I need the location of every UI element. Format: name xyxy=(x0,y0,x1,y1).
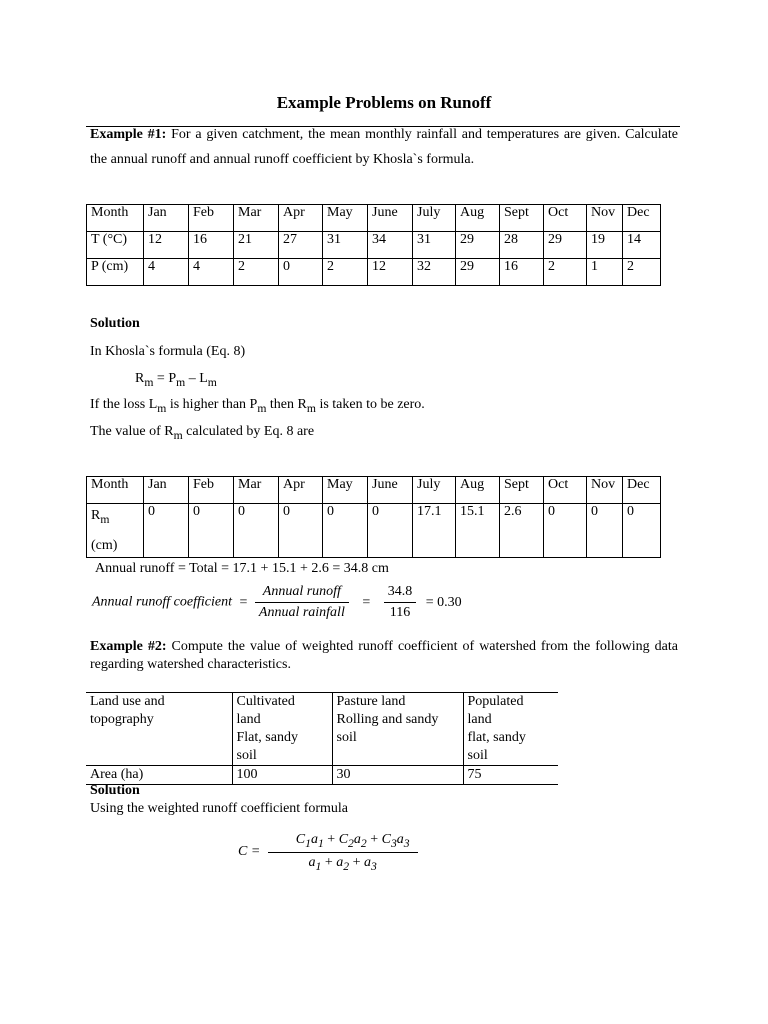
table-cell: Populated land flat, sandy soil xyxy=(463,693,558,766)
solution2-heading: Solution xyxy=(90,783,140,798)
table-cell: May xyxy=(323,477,368,504)
table-cell: 0 xyxy=(544,504,587,558)
table-row xyxy=(86,766,558,785)
table-cell: 29 xyxy=(456,259,500,286)
table-cell: Nov xyxy=(587,205,623,232)
land-use-table xyxy=(86,692,558,785)
table-cell: May xyxy=(323,205,368,232)
rainfall-temperature-table xyxy=(86,204,661,286)
table-cell: 0 xyxy=(234,504,279,558)
table-cell: 30 xyxy=(332,766,463,785)
table-cell: 2 xyxy=(323,259,368,286)
runoff-coefficient-equation: Annual runoff coefficient = $\frac{\text{Annual runoff}}{\text{Annual rainfall}}$ = $\frac{34.8}{116}$ = 0.30 xyxy=(92,584,462,620)
table-cell: 2 xyxy=(623,259,661,286)
table-cell: Dec xyxy=(623,205,661,232)
weighted-fraction: $\frac{C_1a_1 + C_2a_2 + C_3a_3}{a_1 + a_2 + a_3}$ xyxy=(268,832,418,873)
table-cell: Cultivated land Flat, sandy soil xyxy=(232,693,332,766)
table-cell: Area (ha) xyxy=(86,766,232,785)
table-cell: 100 xyxy=(232,766,332,785)
table-row xyxy=(87,205,661,232)
khosla-equation: $R_m = P_m - L_m$ xyxy=(135,371,217,389)
loss-statement: If the loss $L_m$ is higher than $P_m$ then $R_m$ is taken to be zero. xyxy=(90,397,425,415)
table-cell: 75 xyxy=(463,766,558,785)
table-row xyxy=(87,259,661,286)
table-cell: 16 xyxy=(189,232,234,259)
table-row xyxy=(86,693,558,766)
table-cell: Apr xyxy=(279,205,323,232)
table-cell: Dec xyxy=(623,477,661,504)
table-cell: 0 xyxy=(323,504,368,558)
table-cell: Aug xyxy=(456,477,500,504)
table-cell: 0 xyxy=(368,504,413,558)
table-cell: 17.1 xyxy=(413,504,456,558)
table-cell: Aug xyxy=(456,205,500,232)
table-cell: July xyxy=(413,205,456,232)
table-cell: 12 xyxy=(368,259,413,286)
table-row xyxy=(87,477,661,504)
example2-label: Example #2: xyxy=(90,639,167,654)
table-cell: P (cm) xyxy=(87,259,144,286)
table-cell: 19 xyxy=(587,232,623,259)
table-cell: 28 xyxy=(500,232,544,259)
table-cell: 2 xyxy=(544,259,587,286)
table-row xyxy=(87,232,661,259)
table-cell: 0 xyxy=(279,504,323,558)
coefficient-fraction: $\frac{\text{Annual runoff}}{\text{Annual rainfall}}$ xyxy=(255,584,349,621)
table-cell: Pasture land Rolling and sandy soil xyxy=(332,693,463,766)
table-cell: 12 xyxy=(144,232,189,259)
table-cell: July xyxy=(413,477,456,504)
table-cell: 29 xyxy=(456,232,500,259)
table-cell: 0 xyxy=(189,504,234,558)
table-cell: Oct xyxy=(544,477,587,504)
example1-label: Example #1: xyxy=(90,127,167,142)
table-cell: 0 xyxy=(144,504,189,558)
table-cell: Feb xyxy=(189,477,234,504)
table-cell: 31 xyxy=(413,232,456,259)
table-cell: 0 xyxy=(279,259,323,286)
table-row xyxy=(87,504,661,558)
table-cell: June xyxy=(368,205,413,232)
table-cell: 21 xyxy=(234,232,279,259)
table-cell: 1 xyxy=(587,259,623,286)
table-cell: 0 xyxy=(587,504,623,558)
table-cell: 14 xyxy=(623,232,661,259)
annual-runoff-total: Annual runoff = Total = 17.1 + 15.1 + 2.6 = 34.8 cm xyxy=(95,561,389,576)
weighted-coefficient-formula: C = $\frac{C_1a_1 + C_2a_2 + C_3a_3}{a_1 + a_2 + a_3}$ xyxy=(238,832,418,873)
table-cell: Oct xyxy=(544,205,587,232)
example1-paragraph xyxy=(90,122,678,172)
table-cell: Sept xyxy=(500,477,544,504)
table-cell: $R_m$ (cm) xyxy=(87,504,144,558)
solution1-intro: In Khosla`s formula (Eq. 8) xyxy=(90,344,246,359)
table-cell: 4 xyxy=(144,259,189,286)
table-cell: 15.1 xyxy=(456,504,500,558)
table-cell: Jan xyxy=(144,205,189,232)
example2-text: Compute the value of weighted runoff coefficient of watershed from the following data regarding watershed characteristics. xyxy=(90,639,678,672)
table-cell: Jan xyxy=(144,477,189,504)
table-cell: Feb xyxy=(189,205,234,232)
table-cell: 2.6 xyxy=(500,504,544,558)
table-cell: 34 xyxy=(368,232,413,259)
table-cell: Mar xyxy=(234,477,279,504)
numeric-fraction: $\frac{34.8}{116}$ xyxy=(384,584,417,621)
example1-text: For a given catchment, the mean monthly rainfall and temperatures are given. Calculate the annual runoff and annual runoff coefficient by Khosla`s formula. xyxy=(90,127,678,167)
table-cell: Month xyxy=(87,205,144,232)
table-cell: Land use and topography xyxy=(86,693,232,766)
table-cell: 2 xyxy=(234,259,279,286)
table-cell: 4 xyxy=(189,259,234,286)
table-cell: T (°C) xyxy=(87,232,144,259)
table-cell: Nov xyxy=(587,477,623,504)
table-cell: Month xyxy=(87,477,144,504)
table-cell: Sept xyxy=(500,205,544,232)
table-cell: Mar xyxy=(234,205,279,232)
solution1-heading: Solution xyxy=(90,316,140,331)
example2-paragraph xyxy=(90,638,678,674)
page-title: Example Problems on Runoff xyxy=(276,93,492,112)
table-cell: 0 xyxy=(623,504,661,558)
table-cell: Apr xyxy=(279,477,323,504)
table-cell: 32 xyxy=(413,259,456,286)
table-cell: 31 xyxy=(323,232,368,259)
table-cell: 16 xyxy=(500,259,544,286)
table-cell: 27 xyxy=(279,232,323,259)
table-cell: June xyxy=(368,477,413,504)
value-statement: The value of $R_m$ calculated by Eq. 8 are xyxy=(90,424,315,442)
solution2-text: Using the weighted runoff coefficient formula xyxy=(90,801,349,816)
runoff-table xyxy=(86,476,661,558)
table-cell: 29 xyxy=(544,232,587,259)
